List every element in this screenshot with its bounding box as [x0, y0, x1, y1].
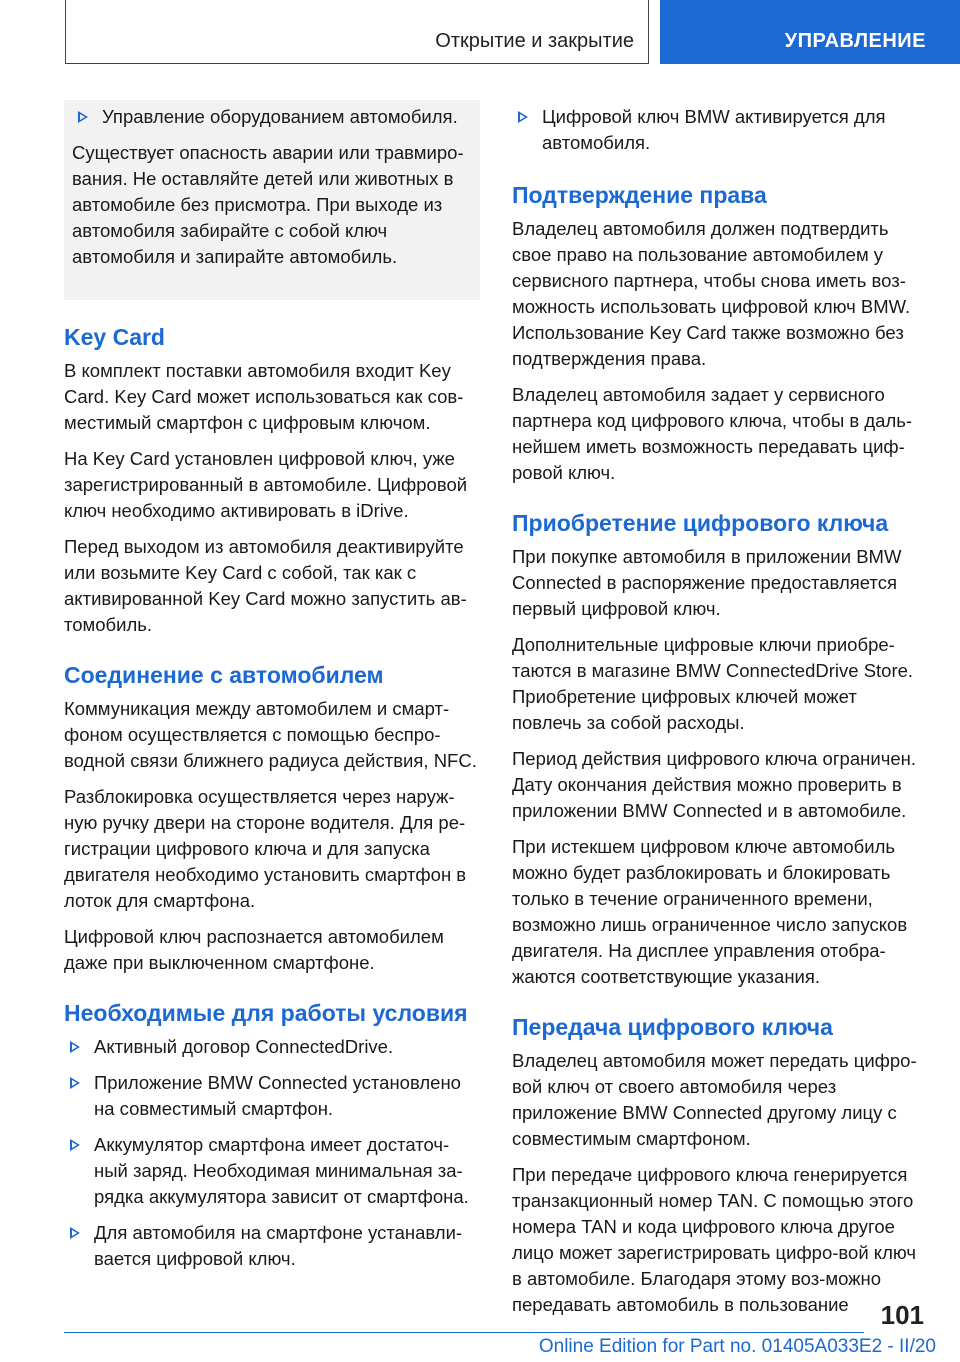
paragraph: При покупке автомобиля в приложении BMW Connected в распоряжение предоставляется первый цифровой ключ.	[512, 546, 902, 619]
list-item-text: Приложение BMW Connected установлено на совместимый смартфон.	[94, 1072, 461, 1119]
page-number: 101	[880, 1300, 924, 1330]
warning-list-item	[72, 104, 472, 130]
list-item-text: Цифровой ключ BMW активируется для автомобиля.	[542, 106, 886, 153]
bullet-triangle-icon	[78, 111, 88, 123]
heading-transfer-key: Передача цифрового ключа	[512, 1014, 833, 1040]
list-item	[512, 104, 926, 156]
section-header	[65, 0, 649, 64]
bullet-triangle-icon	[70, 1041, 80, 1053]
paragraph: Период действия цифрового ключа ограничен. Дату окончания действия можно проверить в приложении BMW Connected и в автомобиле.	[512, 748, 916, 821]
list-item-text: Для автомобиля на смартфоне устанавли-вается цифровой ключ.	[94, 1222, 463, 1269]
heading-buy-key: Приобретение цифрового ключа	[512, 510, 889, 536]
heading-requirements: Необходимые для работы условия	[64, 1000, 468, 1026]
list-item	[64, 1132, 480, 1210]
heading-connection: Соединение с автомобилем	[64, 662, 384, 688]
paragraph: Цифровой ключ распознается автомобилем даже при выключенном смартфоне.	[64, 926, 444, 973]
footer-divider	[64, 1332, 864, 1333]
right-column	[512, 100, 926, 1328]
bullet-triangle-icon	[70, 1227, 80, 1239]
paragraph: Владелец автомобиля задает у сервисного партнера код цифрового ключа, чтобы в даль-нейшем иметь возможность передавать циф-ровой ключ.	[512, 384, 913, 483]
paragraph: Дополнительные цифровые ключи приобре-таются в магазине BMW ConnectedDrive Store. Приобретение цифровых ключей может повлечь за собой расходы.	[512, 634, 914, 733]
paragraph: На Key Card установлен цифровой ключ, уже зарегистрированный в автомобиле. Цифровой ключ необходимо активировать в iDrive.	[64, 448, 468, 521]
section-title: Открытие и закрытие	[435, 30, 634, 52]
warning-box	[64, 100, 480, 300]
chapter-tab[interactable]	[660, 0, 960, 64]
paragraph: Коммуникация между автомобилем и смарт-фоном осуществляется с помощью беспро-водной связи ближнего радиуса действия, NFC.	[64, 698, 477, 771]
bullet-triangle-icon	[70, 1139, 80, 1151]
list-item	[64, 1034, 480, 1060]
paragraph: При истекшем цифровом ключе автомобиль можно будет разблокировать и блокировать только в течение ограниченного времени, возможно лишь ограниченное число запусков двигателя. На дисплее управления отобра-жаются соответствующие указания.	[512, 836, 908, 987]
paragraph: Разблокировка осуществляется через наруж-ную ручку двери на стороне водителя. Для ре-гистрации цифрового ключа и для запуска двигателя необходимо установить смартфон в лоток для смартфона.	[64, 786, 467, 911]
paragraph: Владелец автомобиля может передать цифро-вой ключ от своего автомобиля через приложение BMW Connected другому лицу с совместимым смартфоном.	[512, 1050, 917, 1149]
list-item-text: Активный договор ConnectedDrive.	[94, 1036, 394, 1057]
heading-rights-confirmation: Подтверждение права	[512, 182, 767, 208]
edition-footer: Online Edition for Part no. 01405A033E2 - II/20	[538, 1336, 936, 1357]
paragraph: В комплект поставки автомобиля входит Key Card. Key Card может использоваться как сов-местимый смартфон с цифровым ключом.	[64, 360, 464, 433]
bullet-triangle-icon	[518, 111, 528, 123]
left-column	[64, 100, 480, 1282]
paragraph: Владелец автомобиля должен подтвердить свое право на пользование автомобилем у сервисного партнера, чтобы снова иметь воз-можность использовать цифровой ключ BMW. Использование Key Card также возможно без подтверждения права.	[512, 218, 911, 369]
heading-key-card: Key Card	[64, 324, 165, 350]
warning-item-text: Управление оборудованием автомобиля.	[102, 106, 458, 127]
list-item	[64, 1070, 480, 1122]
list-item	[64, 1220, 480, 1272]
list-item-text: Аккумулятор смартфона имеет достаточ-ный заряд. Необходимая минимальная за-рядка аккумулятора зависит от смартфона.	[94, 1134, 469, 1207]
warning-text: Существует опасность аварии или травмиро-вания. Не оставляйте детей или животных в автомобиле без присмотра. При выходе из автомобиля забирайте с собой ключ автомобиля и запирайте автомобиль.	[72, 142, 464, 267]
paragraph: Перед выходом из автомобиля деактивируйте или возьмите Key Card с собой, так как с активированной Key Card можно запустить ав-томобиль.	[64, 536, 467, 635]
paragraph: При передаче цифрового ключа генерируется транзакционный номер TAN. С помощью этого номера TAN и кода цифрового ключа другое лицо может зарегистрировать цифро-вой ключ в автомобиле. Благодаря этому воз-можно передавать автомобиль в пользование	[512, 1164, 916, 1315]
bullet-triangle-icon	[70, 1077, 80, 1089]
chapter-title: УПРАВЛЕНИЕ	[784, 30, 926, 52]
